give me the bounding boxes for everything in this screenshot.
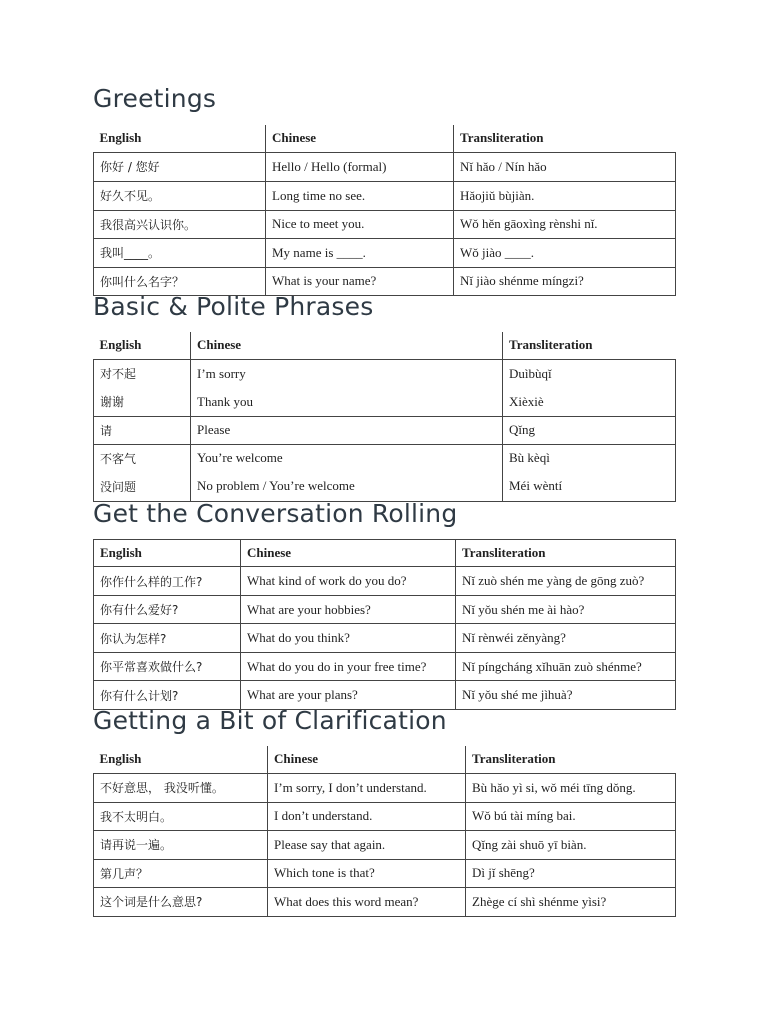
header-chinese: Chinese bbox=[268, 746, 466, 773]
cell-transliteration: Qǐng bbox=[503, 416, 676, 444]
cell-english: 你平常喜欢做什么? bbox=[94, 653, 241, 681]
header-english: English bbox=[94, 125, 266, 152]
header-transliteration: Transliteration bbox=[503, 332, 676, 359]
cell-chinese: Please bbox=[191, 416, 503, 444]
table-row bbox=[94, 444, 676, 472]
vocab-table bbox=[93, 539, 676, 710]
cell-chinese: What are your plans? bbox=[241, 681, 456, 710]
header-english: English bbox=[94, 332, 191, 359]
cell-transliteration: Nǐ jiào shénme míngzi? bbox=[454, 267, 676, 295]
table-row bbox=[94, 472, 676, 501]
cell-chinese: I’m sorry, I don’t understand. bbox=[268, 773, 466, 802]
cell-transliteration: Nǐ zuò shén me yàng de gōng zuò? bbox=[456, 567, 676, 596]
cell-transliteration: Dì jǐ shēng? bbox=[466, 859, 676, 887]
cell-english: 对不起 bbox=[94, 359, 191, 388]
table-row bbox=[94, 887, 676, 916]
table-row bbox=[94, 653, 676, 681]
table-row bbox=[94, 859, 676, 887]
header-chinese: Chinese bbox=[191, 332, 503, 359]
header-transliteration: Transliteration bbox=[454, 125, 676, 152]
cell-chinese: What does this word mean? bbox=[268, 887, 466, 916]
section-title: Getting a Bit of Clarification bbox=[93, 706, 447, 735]
cell-english: 第几声？ bbox=[94, 859, 268, 887]
cell-chinese: My name is ____. bbox=[266, 238, 454, 267]
cell-transliteration: Hǎojiǔ bùjiàn. bbox=[454, 181, 676, 210]
cell-chinese: Long time no see. bbox=[266, 181, 454, 210]
table-row bbox=[94, 181, 676, 210]
cell-chinese: Hello / Hello (formal) bbox=[266, 152, 454, 181]
section-title: Basic & Polite Phrases bbox=[93, 292, 374, 321]
cell-chinese: You’re welcome bbox=[191, 444, 503, 472]
cell-transliteration: Bù kèqì bbox=[503, 444, 676, 472]
cell-transliteration: Duìbùqǐ bbox=[503, 359, 676, 388]
cell-english: 我很高兴认识你。 bbox=[94, 210, 266, 238]
table-row bbox=[94, 267, 676, 295]
header-transliteration: Transliteration bbox=[466, 746, 676, 773]
vocab-table bbox=[93, 746, 676, 917]
cell-english: 请再说一遍。 bbox=[94, 830, 268, 859]
cell-transliteration: Wǒ hěn gāoxìng rènshi nǐ. bbox=[454, 210, 676, 238]
table-row bbox=[94, 830, 676, 859]
cell-english: 这个词是什么意思? bbox=[94, 887, 268, 916]
table-row bbox=[94, 210, 676, 238]
cell-chinese: What is your name? bbox=[266, 267, 454, 295]
section-title: Greetings bbox=[93, 84, 217, 113]
cell-chinese: What do you do in your free time? bbox=[241, 653, 456, 681]
cell-transliteration: Nǐ píngcháng xǐhuān zuò shénme? bbox=[456, 653, 676, 681]
cell-english: 不客气 bbox=[94, 444, 191, 472]
cell-english: 我叫____。 bbox=[94, 238, 266, 267]
cell-chinese: Thank you bbox=[191, 388, 503, 416]
cell-transliteration: Nǐ hǎo / Nín hǎo bbox=[454, 152, 676, 181]
cell-english: 你有什么计划? bbox=[94, 681, 241, 710]
cell-english: 请 bbox=[94, 416, 191, 444]
table-row bbox=[94, 567, 676, 596]
cell-transliteration: Xièxiè bbox=[503, 388, 676, 416]
cell-chinese: Which tone is that? bbox=[268, 859, 466, 887]
table-row bbox=[94, 624, 676, 653]
cell-chinese: I’m sorry bbox=[191, 359, 503, 388]
cell-transliteration: Wǒ bú tài míng bai. bbox=[466, 802, 676, 830]
header-transliteration: Transliteration bbox=[456, 540, 676, 567]
table-row bbox=[94, 416, 676, 444]
cell-transliteration: Méi wèntí bbox=[503, 472, 676, 501]
cell-transliteration: Bù hǎo yì si, wǒ méi tīng dǒng. bbox=[466, 773, 676, 802]
vocab-table bbox=[93, 125, 676, 296]
cell-chinese: No problem / You’re welcome bbox=[191, 472, 503, 501]
cell-transliteration: Zhège cí shì shénme yìsi? bbox=[466, 887, 676, 916]
cell-transliteration: Wǒ jiào ____. bbox=[454, 238, 676, 267]
vocab-table bbox=[93, 332, 676, 502]
cell-chinese: What are your hobbies? bbox=[241, 596, 456, 624]
table-row bbox=[94, 238, 676, 267]
cell-chinese: I don’t understand. bbox=[268, 802, 466, 830]
cell-transliteration: Qǐng zài shuō yī biàn. bbox=[466, 830, 676, 859]
cell-transliteration: Nǐ yǒu shé me jìhuà? bbox=[456, 681, 676, 710]
table-row bbox=[94, 802, 676, 830]
table-row bbox=[94, 388, 676, 416]
cell-english: 你认为怎样? bbox=[94, 624, 241, 653]
table-row bbox=[94, 773, 676, 802]
cell-chinese: What do you think? bbox=[241, 624, 456, 653]
section-title: Get the Conversation Rolling bbox=[93, 499, 458, 528]
cell-english: 我不太明白。 bbox=[94, 802, 268, 830]
cell-english: 不好意思， 我没听懂。 bbox=[94, 773, 268, 802]
header-english: English bbox=[94, 540, 241, 567]
header-chinese: Chinese bbox=[241, 540, 456, 567]
header-english: English bbox=[94, 746, 268, 773]
cell-english: 好久不见。 bbox=[94, 181, 266, 210]
cell-english: 没问题 bbox=[94, 472, 191, 501]
cell-chinese: What kind of work do you do? bbox=[241, 567, 456, 596]
cell-english: 你有什么爱好? bbox=[94, 596, 241, 624]
cell-english: 你叫什么名字？ bbox=[94, 267, 266, 295]
header-chinese: Chinese bbox=[266, 125, 454, 152]
table-row bbox=[94, 359, 676, 388]
cell-english: 谢谢 bbox=[94, 388, 191, 416]
cell-english: 你好 / 您好 bbox=[94, 152, 266, 181]
cell-transliteration: Nǐ rènwéi zěnyàng? bbox=[456, 624, 676, 653]
cell-chinese: Please say that again. bbox=[268, 830, 466, 859]
cell-english: 你作什么样的工作? bbox=[94, 567, 241, 596]
table-row bbox=[94, 596, 676, 624]
table-row bbox=[94, 152, 676, 181]
cell-transliteration: Nǐ yǒu shén me ài hào? bbox=[456, 596, 676, 624]
cell-chinese: Nice to meet you. bbox=[266, 210, 454, 238]
